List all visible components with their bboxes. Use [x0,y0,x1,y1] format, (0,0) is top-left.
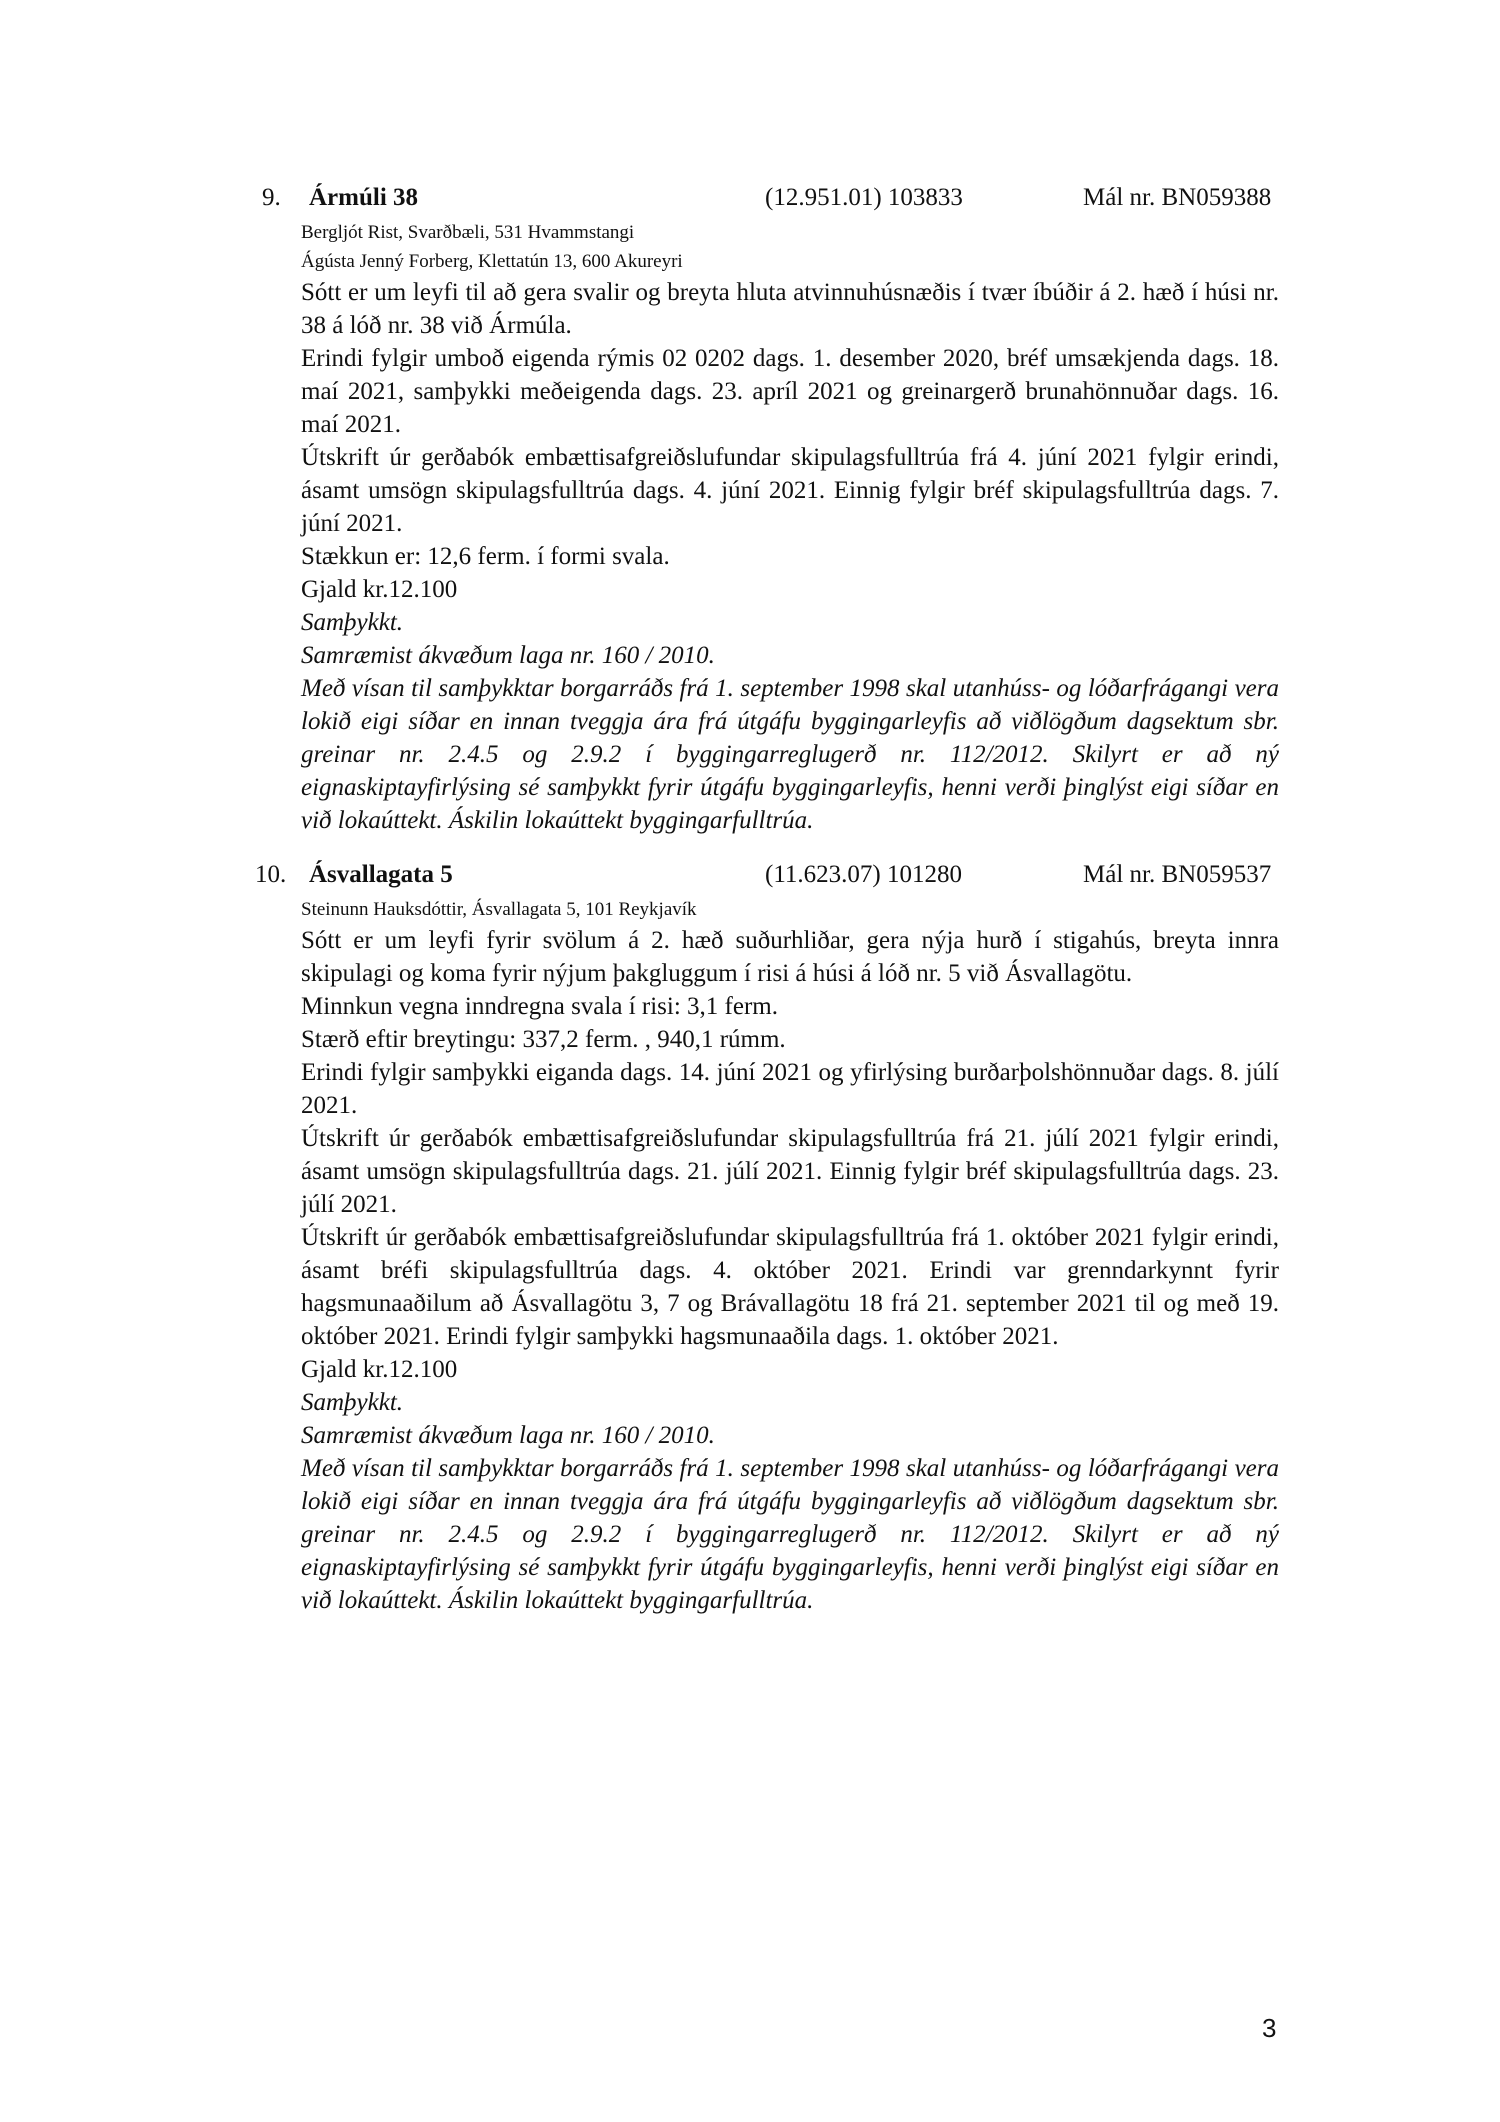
decision-text: Samþykkt. [301,609,404,636]
body-paragraph: Erindi fylgir samþykki eiganda dags. 14. júní 2021 og yfirlýsing burðarþolshönnuðar dags. 8. júlí 2021. [301,1059,1279,1119]
entry-title: Ásvallagata 5 [309,861,453,888]
body-paragraph: Stærð eftir breytingu: 337,2 ferm. , 940,1 rúmm. [301,1026,786,1053]
decision-text: Samþykkt. [301,1389,404,1416]
land-registry-code: (11.623.07) 101280 [765,861,962,888]
body-paragraph: Útskrift úr gerðabók embættisafgreiðslufundar skipulagsfulltrúa frá 21. júlí 2021 fylgir erindi, ásamt umsögn skipulagsfulltrúa dags. 21. júlí 2021. Einnig fylgir bréf skipulagsfulltrúa dags. 23. júlí 2021. [301,1125,1279,1218]
body-paragraph: Sótt er um leyfi til að gera svalir og breyta hluta atvinnuhúsnæðis í tvær íbúðir á 2. hæð í húsi nr. 38 á lóð nr. 38 við Ármúla. [301,279,1279,339]
fee-line: Gjald kr.12.100 [301,576,458,603]
body-paragraph: Minnkun vegna inndregna svala í risi: 3,1 ferm. [301,993,778,1020]
applicant-line: Ágústa Jenný Forberg, Klettatún 13, 600 Akureyri [301,251,683,272]
decision-text: Samræmist ákvæðum laga nr. 160 / 2010. [301,642,715,669]
applicant-line: Steinunn Hauksdóttir, Ásvallagata 5, 101 Reykjavík [301,899,697,920]
page-number: 3 [1262,2013,1277,2043]
body-paragraph: Sótt er um leyfi fyrir svölum á 2. hæð suðurhliðar, gera nýja hurð í stigahús, breyta innra skipulagi og koma fyrir nýjum þakgluggum í risi á húsi á lóð nr. 5 við Ásvallagötu. [301,927,1279,987]
decision-text: Samræmist ákvæðum laga nr. 160 / 2010. [301,1422,715,1449]
land-registry-code: (12.951.01) 103833 [765,184,963,211]
body-paragraph: Stækkun er: 12,6 ferm. í formi svala. [301,543,670,570]
entry-header [0,182,1500,218]
case-entry [0,859,1500,1617]
fee-line: Gjald kr.12.100 [301,1356,458,1383]
applicant-line: Bergljót Rist, Svarðbæli, 531 Hvammstangi [301,222,635,243]
body-paragraph: Erindi fylgir umboð eigenda rýmis 02 0202 dags. 1. desember 2020, bréf umsækjenda dags. 18. maí 2021, samþykki meðeigenda dags. 23. apríl 2021 og greinargerð brunahönnuðar dags. 16. maí 2021. [301,345,1279,438]
entry-number: 10. [255,861,287,888]
entry-title: Ármúli 38 [309,184,419,211]
body-paragraph: Útskrift úr gerðabók embættisafgreiðslufundar skipulagsfulltrúa frá 4. júní 2021 fylgir erindi, ásamt umsögn skipulagsfulltrúa dags. 4. júní 2021. Einnig fylgir bréf skipulagsfulltrúa dags. 7. júní 2021. [301,444,1279,537]
case-number: Mál nr. BN059388 [1083,184,1272,211]
decision-text: Með vísan til samþykktar borgarráðs frá 1. september 1998 skal utanhúss- og lóðarfrágangi vera lokið eigi síðar en innan tveggja ára frá útgáfu byggingarleyfis að viðlögðum dagsektum sbr. greinar nr. 2.4.5 og 2.9.2 í byggingarreglugerð nr. 112/2012. Skilyrt er að ný eignaskiptayfirlýsing sé samþykkt fyrir útgáfu byggingarleyfis, henni verði þinglýst eigi síðar en við lokaúttekt. Áskilin lokaúttekt byggingarfulltrúa. [301,1455,1279,1614]
decision-text: Með vísan til samþykktar borgarráðs frá 1. september 1998 skal utanhúss- og lóðarfrágangi vera lokið eigi síðar en innan tveggja ára frá útgáfu byggingarleyfis að viðlögðum dagsektum sbr. greinar nr. 2.4.5 og 2.9.2 í byggingarreglugerð nr. 112/2012. Skilyrt er að ný eignaskiptayfirlýsing sé samþykkt fyrir útgáfu byggingarleyfis, henni verði þinglýst eigi síðar en við lokaúttekt. Áskilin lokaúttekt byggingarfulltrúa. [301,675,1279,834]
entry-number: 9. [262,184,281,211]
entry-header [0,859,1500,895]
body-paragraph: Útskrift úr gerðabók embættisafgreiðslufundar skipulagsfulltrúa frá 1. október 2021 fylgir erindi, ásamt bréfi skipulagsfulltrúa dags. 4. október 2021. Erindi var grenndarkynnt fyrir hagsmunaaðilum að Ásvallagötu 3, 7 og Brávallagötu 18 frá 21. september 2021 til og með 19. október 2021. Erindi fylgir samþykki hagsmunaaðila dags. 1. október 2021. [301,1224,1279,1350]
case-entry [0,182,1500,837]
case-number: Mál nr. BN059537 [1083,861,1272,888]
